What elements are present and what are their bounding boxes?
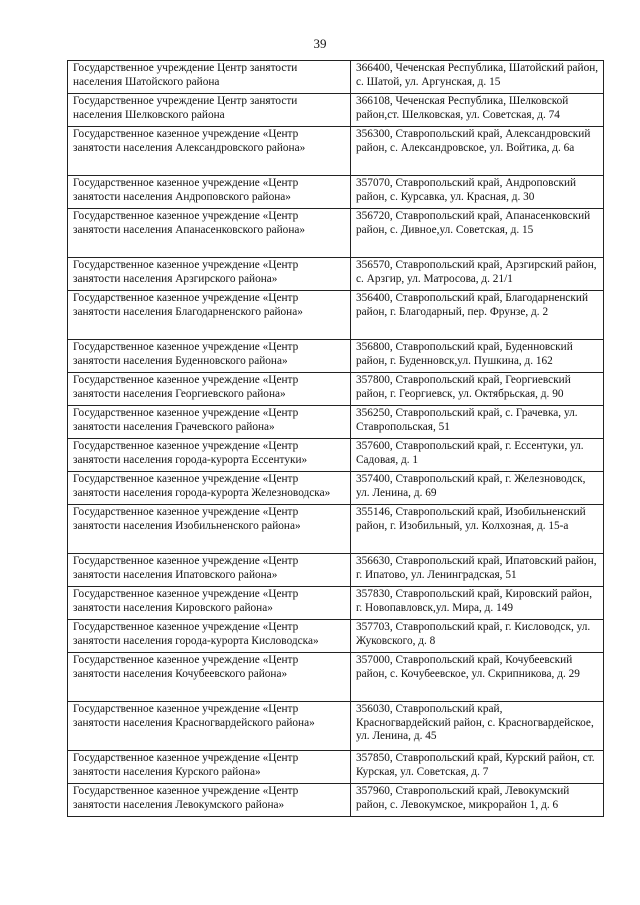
organization-cell: Государственное казенное учреждение «Центр занятости населения Георгиевского района» (68, 373, 351, 406)
table-row (68, 554, 604, 587)
organization-cell: Государственное казенное учреждение «Центр занятости населения Кочубеевского района» (68, 653, 351, 702)
address-cell: 357600, Ставропольский край, г. Ессентуки, ул. Садовая, д. 1 (351, 439, 604, 472)
table-row (68, 209, 604, 258)
table-row (68, 406, 604, 439)
organization-cell: Государственное казенное учреждение «Центр занятости населения Ипатовского района» (68, 554, 351, 587)
address-cell: 357703, Ставропольский край, г. Кисловодск, ул. Жуковского, д. 8 (351, 620, 604, 653)
organization-cell: Государственное казенное учреждение «Центр занятости населения Грачевского района» (68, 406, 351, 439)
address-cell: 355146, Ставропольский край, Изобильненский район, г. Изобильный, ул. Колхозная, д. 15-а (351, 505, 604, 554)
address-cell: 366400, Чеченская Республика, Шатойский район, с. Шатой, ул. Аргунская, д. 15 (351, 61, 604, 94)
address-cell: 357800, Ставропольский край, Георгиевский район, г. Георгиевск, ул. Октябрьская, д. 90 (351, 373, 604, 406)
table-row (68, 505, 604, 554)
address-cell: 356720, Ставропольский край, Апанасенковский район, с. Дивное,ул. Советская, д. 15 (351, 209, 604, 258)
table-row (68, 784, 604, 817)
address-cell: 356400, Ставропольский край, Благодарненский район, г. Благодарный, пер. Фрунзе, д. 2 (351, 291, 604, 340)
page-number: 39 (313, 36, 327, 51)
address-cell: 356030, Ставропольский край, Красногвардейский район, с. Красногвардейское, ул. Ленина, д. 45 (351, 702, 604, 751)
table-row (68, 702, 604, 751)
address-cell: 357070, Ставропольский край, Андроповский район, с. Курсавка, ул. Красная, д. 30 (351, 176, 604, 209)
address-cell: 357000, Ставропольский край, Кочубеевский район, с. Кочубеевское, ул. Скрипникова, д. 29 (351, 653, 604, 702)
organization-cell: Государственное казенное учреждение «Центр занятости населения Апанасенковского района» (68, 209, 351, 258)
table-row (68, 176, 604, 209)
organization-cell: Государственное казенное учреждение «Центр занятости населения Кировского района» (68, 587, 351, 620)
employment-centers-table (67, 60, 604, 817)
address-cell: 356250, Ставропольский край, с. Грачевка, ул. Ставропольская, 51 (351, 406, 604, 439)
table-row (68, 127, 604, 176)
address-cell: 366108, Чеченская Республика, Шелковской район,ст. Шелковская, ул. Советская, д. 74 (351, 94, 604, 127)
address-cell: 357400, Ставропольский край, г. Железноводск, ул. Ленина, д. 69 (351, 472, 604, 505)
table-row (68, 653, 604, 702)
organization-cell: Государственное учреждение Центр занятости населения Шатойского района (68, 61, 351, 94)
table-row (68, 439, 604, 472)
organization-cell: Государственное казенное учреждение «Центр занятости населения Изобильненского района» (68, 505, 351, 554)
table-row (68, 620, 604, 653)
table-row (68, 61, 604, 94)
table-row (68, 751, 604, 784)
table-row (68, 94, 604, 127)
organization-cell: Государственное учреждение Центр занятости населения Шелковского района (68, 94, 351, 127)
table-row (68, 373, 604, 406)
organization-cell: Государственное казенное учреждение «Центр занятости населения Курского района» (68, 751, 351, 784)
address-cell: 357830, Ставропольский край, Кировский район, г. Новопавловск,ул. Мира, д. 149 (351, 587, 604, 620)
table-row (68, 587, 604, 620)
organization-cell: Государственное казенное учреждение «Центр занятости населения Красногвардейского района» (68, 702, 351, 751)
table-row (68, 340, 604, 373)
organization-cell: Государственное казенное учреждение «Центр занятости населения Арзгирского района» (68, 258, 351, 291)
organization-cell: Государственное казенное учреждение «Центр занятости населения города-курорта Железноводска» (68, 472, 351, 505)
organization-cell: Государственное казенное учреждение «Центр занятости населения Левокумского района» (68, 784, 351, 817)
organization-cell: Государственное казенное учреждение «Центр занятости населения Александровского района» (68, 127, 351, 176)
table-row (68, 472, 604, 505)
address-cell: 356570, Ставропольский край, Арзгирский район, с. Арзгир, ул. Матросова, д. 21/1 (351, 258, 604, 291)
address-cell: 356800, Ставропольский край, Буденновский район, г. Буденновск,ул. Пушкина, д. 162 (351, 340, 604, 373)
address-cell: 357850, Ставропольский край, Курский район, ст. Курская, ул. Советская, д. 7 (351, 751, 604, 784)
organization-cell: Государственное казенное учреждение «Центр занятости населения Благодарненского района» (68, 291, 351, 340)
address-cell: 356300, Ставропольский край, Александровский район, с. Александровское, ул. Войтика, д. 6а (351, 127, 604, 176)
address-cell: 357960, Ставропольский край, Левокумский район, с. Левокумское, микрорайон 1, д. 6 (351, 784, 604, 817)
organization-cell: Государственное казенное учреждение «Центр занятости населения Буденновского района» (68, 340, 351, 373)
organization-cell: Государственное казенное учреждение «Центр занятости населения города-курорта Кисловодска» (68, 620, 351, 653)
organization-cell: Государственное казенное учреждение «Центр занятости населения города-курорта Ессентуки» (68, 439, 351, 472)
table-row (68, 258, 604, 291)
address-cell: 356630, Ставропольский край, Ипатовский район, г. Ипатово, ул. Ленинградская, 51 (351, 554, 604, 587)
organization-cell: Государственное казенное учреждение «Центр занятости населения Андроповского района» (68, 176, 351, 209)
table-row (68, 291, 604, 340)
